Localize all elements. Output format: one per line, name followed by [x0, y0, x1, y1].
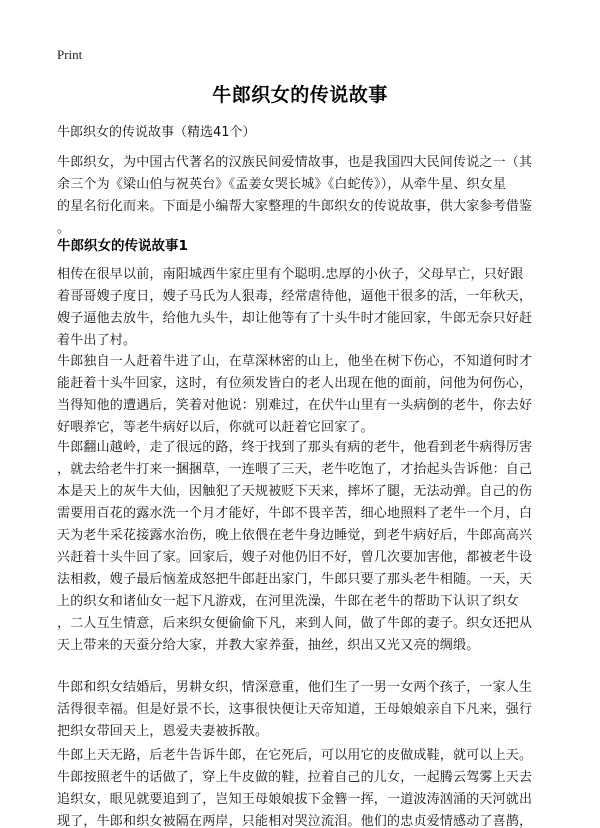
paragraph-line: 天上带来的天蚕分给大家，并教大家养蚕，抽丝，织出又光又亮的绸缎。: [57, 638, 480, 653]
paragraph-line: 着牛出了村。: [57, 333, 137, 348]
paragraph-line: 当得知他的遭遇后，笑着对他说：别难过，在伏牛山里有一头病倒的老牛，你去好: [57, 398, 533, 413]
paragraph-line: ，就去给老牛打来一捆捆草，一连喂了三天，老牛吃饱了，才抬起头告诉他：自己: [57, 462, 533, 477]
intro-line: 。: [57, 221, 71, 236]
page-title: 牛郎织女的传说故事: [212, 84, 388, 106]
paragraph-line: 牛郎和织女结婚后，男耕女织，情深意重，他们生了一男一女两个孩子，一家人生: [57, 680, 533, 695]
paragraph-line: 活得很幸福。但是好景不长，这事很快便让天帝知道，王母娘娘亲自下凡来，强行: [57, 702, 533, 717]
paragraph-line: 天为老牛采花接露水治伤，晚上依偎在老牛身边睡觉，到老牛病好后，牛郎高高兴: [57, 528, 533, 543]
paragraph-line: 兴赶着十头牛回了家。回家后，嫂子对他仍旧不好，曾几次要加害他，都被老牛设: [57, 550, 533, 565]
paragraph-line: 追织女，眼见就要追到了，岂知王母娘娘拔下金簪一挥，一道波涛汹涌的天河就出: [57, 792, 533, 807]
paragraph-line: 嫂子逼他去放牛，给他九头牛，却让他等有了十头牛时才能回家，牛郎无奈只好赶: [57, 311, 533, 326]
paragraph-line: 牛郎上天无路，后老牛告诉牛郎，在它死后，可以用它的皮做成鞋，就可以上天。: [57, 748, 533, 763]
story-paragraph-4: [57, 677, 547, 743]
paragraph-line: 法相救，嫂子最后恼羞成怒把牛郎赶出家门，牛郎只要了那头老牛相随。一天，天: [57, 572, 533, 587]
story-paragraph-2: [57, 351, 547, 439]
paragraph-line: 牛郎翻山越岭，走了很远的路，终于找到了那头有病的老牛，他看到老牛病得厉害: [57, 440, 533, 455]
paragraph-line: 把织女带回天上，恩爱夫妻被拆散。: [57, 724, 269, 739]
story-paragraph-3: [57, 437, 547, 657]
paragraph-line: 上的织女和诸仙女一起下凡游戏，在河里洗澡，牛郎在老牛的帮助下认识了织女: [57, 594, 520, 609]
paragraph-line: 现了，牛郎和织女被隔在两岸，只能相对哭泣流泪。他们的忠贞爱情感动了喜鹊，: [57, 814, 533, 828]
paragraph-line: 相传在很早以前，南阳城西牛家庄里有个聪明.忠厚的小伙子，父母早亡，只好跟: [57, 267, 524, 282]
story-paragraph-1: [57, 264, 547, 352]
intro-line: 的星名衍化而来。下面是小编帮大家整理的牛郎织女的传说故事，供大家参考借鉴: [57, 199, 533, 214]
paragraph-line: ，二人互生情意，后来织女便偷偷下凡，来到人间，做了牛郎的妻子。织女还把从: [57, 616, 533, 631]
paragraph-line: 着哥哥嫂子度日，嫂子马氏为人狠毒，经常虐待他，逼他干很多的活，一年秋天，: [57, 289, 533, 304]
paragraph-line: 好喂养它，等老牛病好以后，你就可以赶着它回家了。: [57, 420, 374, 435]
paragraph-line: 牛郎按照老牛的话做了，穿上牛皮做的鞋，拉着自己的儿女，一起腾云驾雾上天去: [57, 770, 533, 785]
paragraph-line: 能赶着十头牛回家，这时，有位须发皆白的老人出现在他的面前，问他为何伤心，: [57, 376, 533, 391]
paragraph-line: 需要用百花的露水洗一个月才能好，牛郎不畏辛苦，细心地照料了老牛一个月，白: [57, 506, 533, 521]
paragraph-line: 牛郎独自一人赶着牛进了山，在草深林密的山上，他坐在树下伤心，不知道何时才: [57, 354, 533, 369]
page-subtitle: 牛郎织女的传说故事（精选41个）: [57, 125, 256, 140]
story-paragraph-5: [57, 745, 547, 828]
intro-line: 牛郎织女，为中国古代著名的汉族民间爱情故事，也是我国四大民间传说之一（其: [57, 155, 533, 170]
intro-line: 余三个为《梁山伯与祝英台》《孟姜女哭长城》《白蛇传》），从牵牛星、织女星: [57, 177, 507, 192]
print-link[interactable]: Print: [57, 47, 83, 62]
paragraph-line: 本是天上的灰牛大仙，因触犯了天规被贬下天来，摔坏了腿，无法动弹。自己的伤: [57, 484, 533, 499]
intro-paragraph: [57, 152, 547, 240]
section-heading: 牛郎织女的传说故事1: [57, 238, 188, 254]
